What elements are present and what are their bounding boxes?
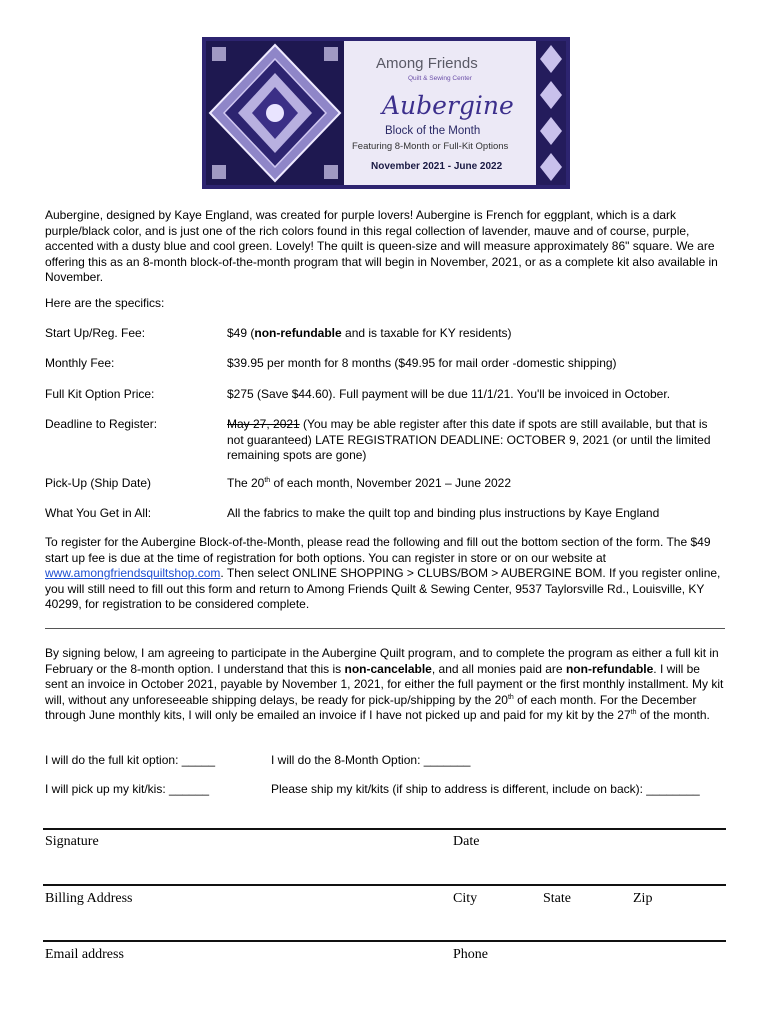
ship-option[interactable]: Please ship my kit/kits (if ship to address is different, include on back): ________: [271, 782, 700, 796]
date-label: Date: [453, 834, 480, 849]
register-text: . Then select ONLINE SHOPPING > CLUBS/BOM > AUBERGINE BOM. If you register online, you will still need to fill out this form and return to Among Friends Quilt & Sewing Center, 9537 Taylorsville Rd., Louisville, KY 40299, for registration to be considered complete.: [45, 566, 721, 611]
spec-text: The 20: [227, 476, 265, 490]
banner-subtitle: Block of the Month: [385, 125, 481, 137]
spec-label-startup: Start Up/Reg. Fee:: [45, 326, 146, 340]
banner-title: Aubergine: [382, 91, 514, 120]
spec-value-monthly: $39.95 per month for 8 months ($49.95 for mail order -domestic shipping): [227, 356, 617, 370]
spec-text: (You may be able register after this date if spots are still available, but that is not guaranteed) LATE REGISTRATION DEADLINE: OCTOBER 9, 2021 (or until the limited remaining spots are gone): [227, 417, 711, 462]
spec-text: of each month, November 2021 – June 2022: [270, 476, 512, 490]
intro-paragraph: Aubergine, designed by Kaye England, was created for purple lovers! Aubergine is French for eggplant, which is a dark purple/black color, and is just one of the rich colors found in this regal collection of lavender, mauve and of course, purple, accented with a dusty blue and cool green. Lovely! The quilt is queen-size and will measure approximately 86" square. We are offering this as an 8-month block-of-the-month program that will begin in November, 2021, or as a complete kit also available in November.: [45, 208, 718, 284]
billing-address-line[interactable]: [43, 884, 726, 886]
state-label: State: [543, 891, 571, 906]
spec-label-monthly: Monthly Fee:: [45, 356, 115, 370]
header-banner: [202, 37, 570, 189]
quilt-border-strip: [536, 41, 566, 185]
agreement-paragraph: [45, 646, 725, 724]
spec-bold: non-refundable: [254, 326, 342, 340]
spec-value-pickup: [227, 476, 727, 492]
spec-label-pickup: Pick-Up (Ship Date): [45, 476, 152, 490]
full-kit-option[interactable]: I will do the full kit option: _____: [45, 753, 216, 767]
email-line[interactable]: [43, 940, 726, 942]
spec-label-included: What You Get in All:: [45, 506, 152, 520]
brand-subtitle: Quilt & Sewing Center: [408, 75, 472, 82]
agreement-text: of the month.: [636, 708, 710, 722]
quilt-image: [206, 41, 344, 185]
register-paragraph: [45, 535, 725, 613]
spec-label-fullkit: Full Kit Option Price:: [45, 387, 155, 401]
superscript: th: [507, 693, 514, 701]
pickup-option[interactable]: I will pick up my kit/kis: ______: [45, 782, 210, 796]
old-deadline: May 27, 2021: [227, 417, 300, 431]
banner-dates: November 2021 - June 2022: [371, 161, 503, 172]
spec-text: and is taxable for KY residents): [341, 326, 512, 340]
banner-panel: [206, 41, 566, 185]
agreement-text: , and all monies paid are: [431, 661, 566, 676]
superscript: th: [264, 477, 271, 484]
agreement-text: of each month. For the December through June monthly kits, I will only be emailed an invoice if I have not picked up and paid for my kit by the 27: [45, 692, 697, 722]
agreement-bold: non-refundable: [565, 661, 654, 676]
spec-value-deadline: [227, 417, 727, 464]
spec-value-startup: [227, 326, 727, 342]
city-label: City: [453, 891, 478, 906]
spec-label-deadline: Deadline to Register:: [45, 417, 158, 431]
phone-label: Phone: [453, 947, 488, 962]
section-divider: [45, 628, 725, 629]
billing-address-label: Billing Address: [45, 891, 133, 906]
spec-value-included: All the fabrics to make the quilt top and binding plus instructions by Kaye England: [227, 506, 660, 520]
agreement-text: . I will be sent an invoice in October 2021, payable by November 1, 2021, for either the full payment or the first monthly installment. My kit will, without any unforeseeable shipping delays, be ready for pick-up/shipping by the 20: [45, 661, 724, 707]
agreement-text: By signing below, I am agreeing to participate in the Aubergine Quilt program, and to complete the program as either a full kit in February or the 8-month option. I understand that this is: [45, 646, 719, 676]
spec-text: $49 (: [227, 326, 255, 340]
eight-month-option[interactable]: I will do the 8-Month Option: _______: [271, 753, 471, 767]
website-link[interactable]: www.amongfriendsquiltshop.com: [45, 566, 221, 580]
spec-value-fullkit: $275 (Save $44.60). Full payment will be due 11/1/21. You'll be invoiced in October.: [227, 387, 671, 401]
brand-logo: [376, 55, 478, 72]
agreement-bold: non-cancelable: [344, 661, 432, 676]
signature-label: Signature: [45, 834, 99, 849]
specifics-heading: Here are the specifics:: [45, 296, 165, 310]
register-text: To register for the Aubergine Block-of-the-Month, please read the following and fill out the bottom section of the form. The $49 start up fee is due at the time of registration for both options. You can register in store or on our website at: [45, 535, 711, 565]
email-label: Email address: [45, 947, 124, 962]
signature-line[interactable]: [43, 828, 726, 830]
superscript: th: [630, 709, 637, 716]
zip-label: Zip: [633, 891, 653, 906]
banner-feature: Featuring 8-Month or Full-Kit Options: [352, 141, 509, 152]
brand-name: Among Friends: [376, 55, 478, 72]
